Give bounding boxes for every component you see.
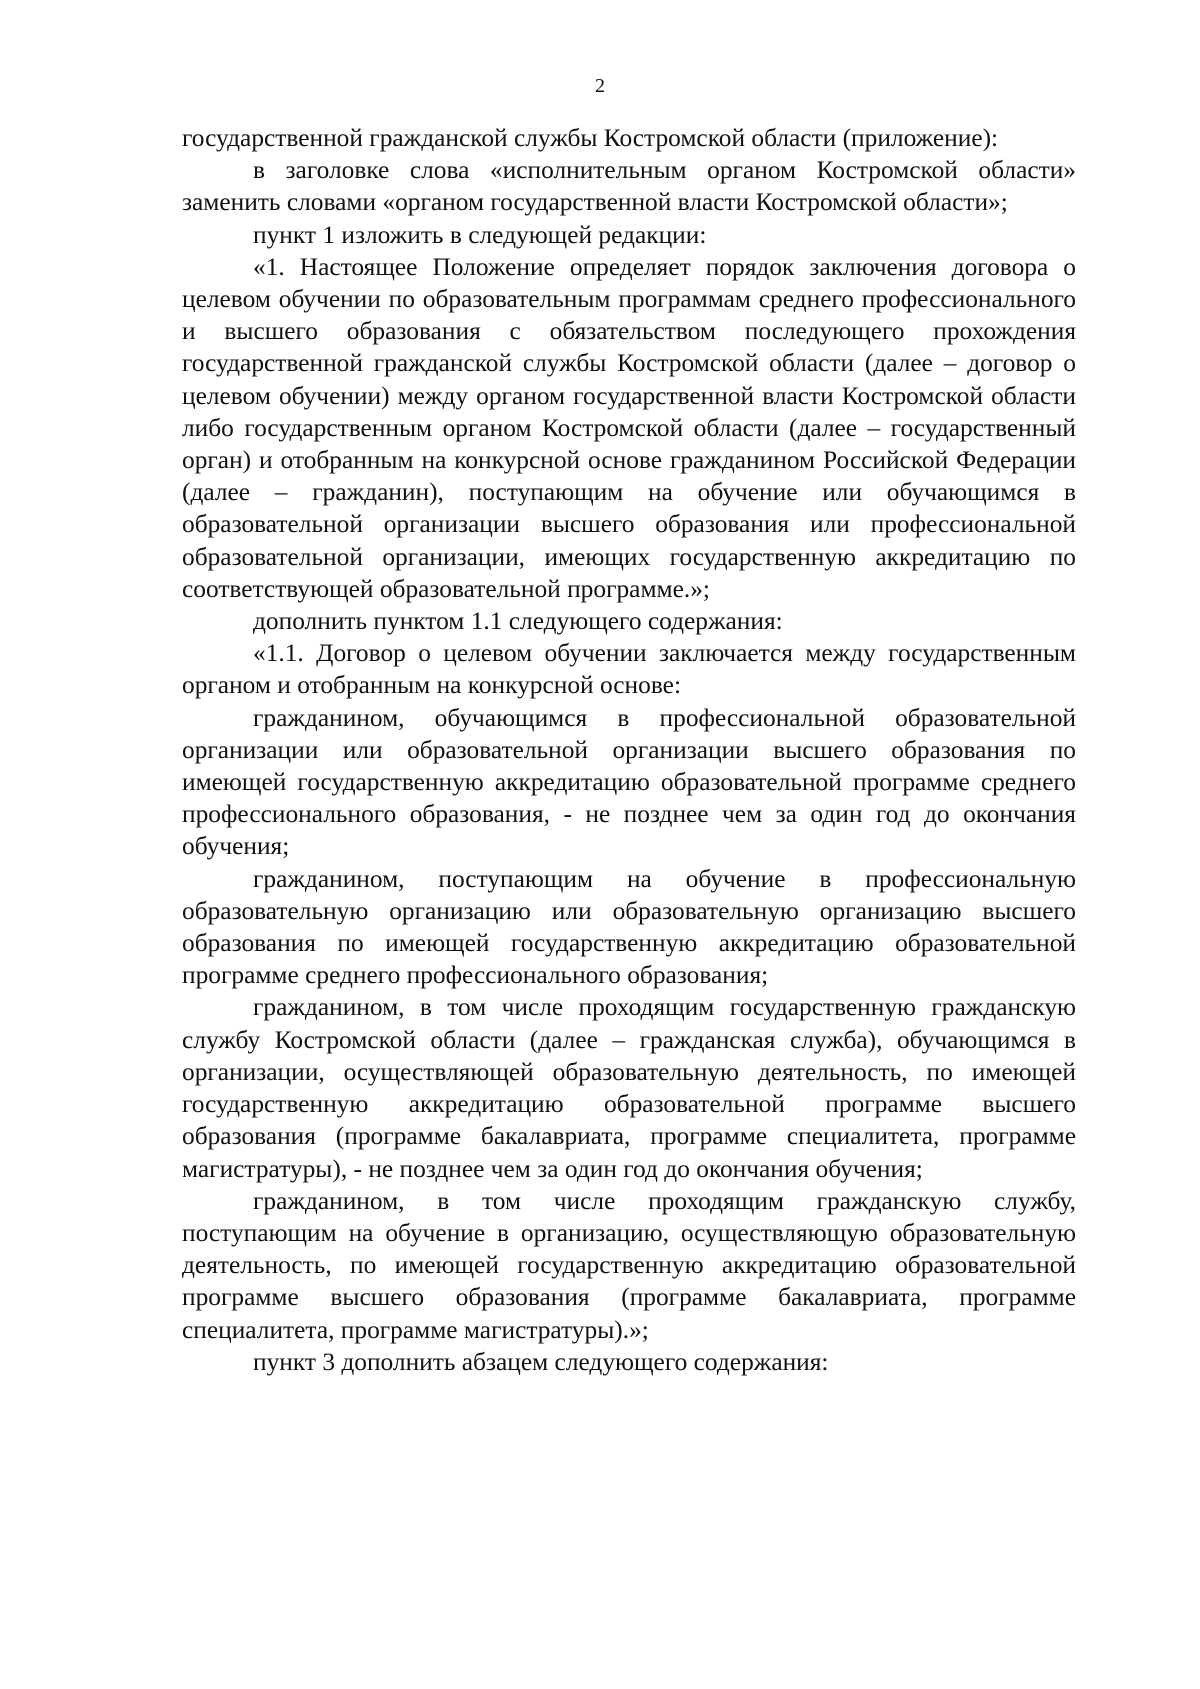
paragraph: пункт 3 дополнить абзацем следующего содержания: (253, 1347, 829, 1376)
paragraph: государственной гражданской службы Костромской области (приложение): (182, 124, 999, 152)
paragraph: «1. Настоящее Положение определяет порядок заключения договора о целевом обучении по образовательным программам среднего профессионального и высшего образования с обязательством последующего прохождения государственной гражданской службы Костромской области (далее – договор о целевом обучении) между органом государственной власти Костромской области либо государственным органом Костромской области (далее – государственный орган) и отобранным на конкурсной основе гражданином Российской Федерации (далее – гражданин), поступающим на обучение или обучающимся в образовательной организации высшего образования или профессиональной образовательной организации, имеющих государственную аккредитацию по соответствующей образовательной программе.»; (182, 252, 1076, 603)
paragraph: гражданином, в том числе проходящим государственную гражданскую службу Костромской области (далее – гражданская служба), обучающимся в организации, осуществляющей образовательную деятельность, по имеющей государственную аккредитацию образовательной программе высшего образования (программе бакалавриата, программе специалитета, программе магистратуры), - не позднее чем за один год до окончания обучения; (182, 993, 1076, 1183)
paragraph: «1.1. Договор о целевом обучении заключается между государственным органом и отобранным на конкурсной основе: (182, 639, 1076, 700)
paragraph: в заголовке слова «исполнительным органом Костромской области» заменить словами «органом государственной власти Костромской области»; (182, 156, 1076, 217)
document-body (182, 122, 1076, 1378)
paragraph: гражданином, в том числе проходящим гражданскую службу, поступающим на обучение в организацию, осуществляющую образовательную деятельность, по имеющей государственную аккредитацию образовательной программе высшего образования (программе бакалавриата, программе специалитета, программе магистратуры).»; (182, 1186, 1076, 1344)
paragraph: дополнить пунктом 1.1 следующего содержания: (253, 607, 783, 636)
paragraph: пункт 1 изложить в следующей редакции: (253, 220, 707, 249)
paragraph: гражданином, поступающим на обучение в профессиональную образовательную организацию или образовательную организацию высшего образования по имеющей государственную аккредитацию образовательной программе среднего профессионального образования; (182, 864, 1076, 990)
paragraph: гражданином, обучающимся в профессиональной образовательной организации или образовательной организации высшего образования по имеющей государственную аккредитацию образовательной программе среднего профессионального образования, - не позднее чем за один год до окончания обучения; (182, 703, 1076, 861)
page-number: 2 (595, 75, 605, 97)
